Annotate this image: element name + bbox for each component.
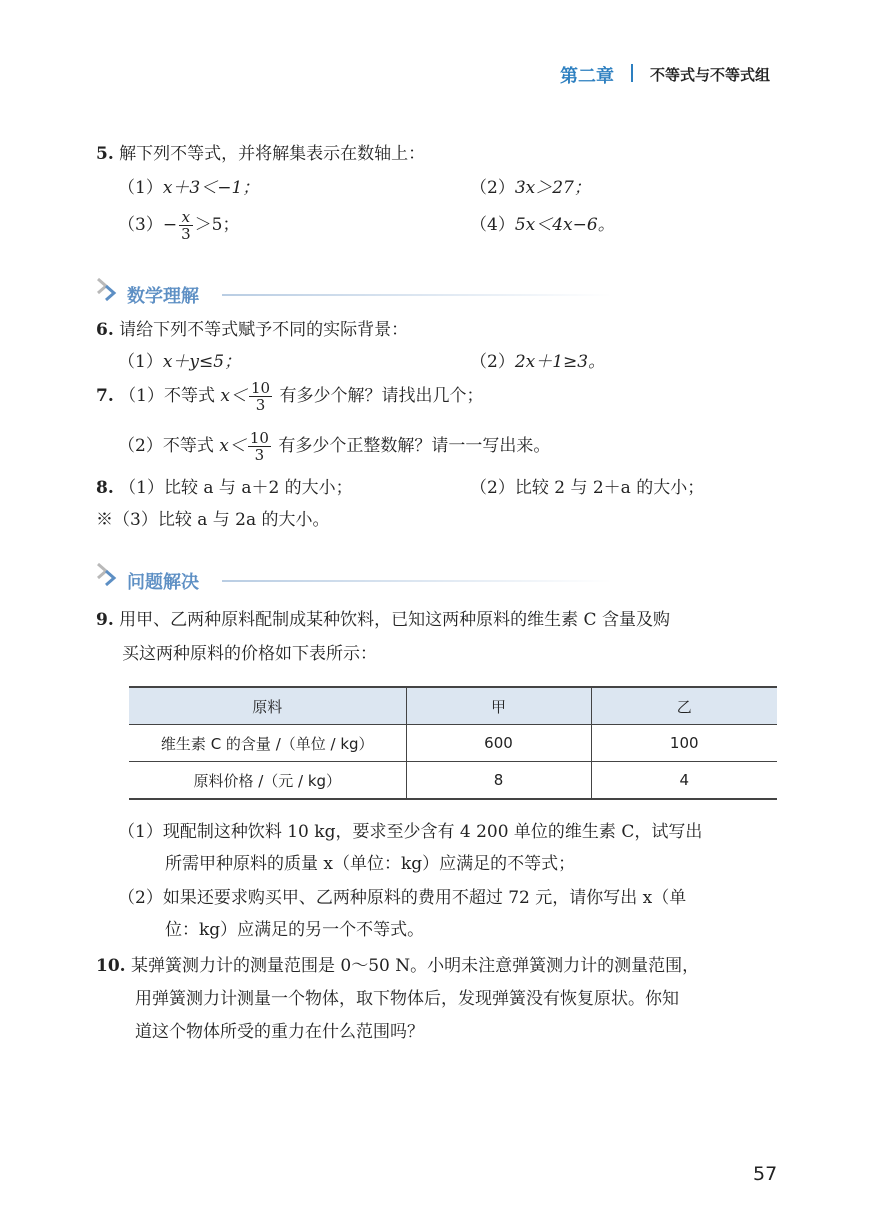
part-label: （1） xyxy=(118,352,163,372)
part-label: （2） xyxy=(470,178,515,198)
text: 比较 2 与 2＋a 的大小； xyxy=(514,478,705,498)
question-7-part-1 xyxy=(96,378,483,414)
table-header: 乙 xyxy=(591,687,777,725)
inequality: x＋3＜−1； xyxy=(162,178,260,198)
question-number: 9. xyxy=(96,610,114,630)
text: 不等式 xyxy=(163,386,215,406)
question-9-line-1 xyxy=(96,608,670,632)
question-10-line-1 xyxy=(96,954,699,978)
fraction-denominator: 3 xyxy=(254,446,265,464)
fraction-denominator: 3 xyxy=(255,396,266,414)
q9-part-1-line-1 xyxy=(118,820,702,844)
question-6 xyxy=(96,318,408,342)
inequality: 3x＞27； xyxy=(514,178,591,198)
text: 不等式 xyxy=(162,436,214,456)
table-header-row xyxy=(129,687,777,725)
question-10-line-3: 道这个物体所受的重力在什么范围吗？ xyxy=(135,1022,424,1042)
table-row xyxy=(129,725,777,762)
question-5 xyxy=(96,142,425,166)
part-label: （2） xyxy=(470,352,515,372)
fraction-numerator: 10 xyxy=(250,379,271,397)
part-label: ※（3） xyxy=(96,510,158,530)
text: 比较 a 与 2a 的大小。 xyxy=(157,510,330,530)
question-number: 5. xyxy=(96,144,114,164)
inequality: x＋y≤5； xyxy=(162,352,242,372)
fraction xyxy=(179,209,193,242)
inequality-rest: ＞5； xyxy=(194,215,240,235)
q9-part-2-line-1 xyxy=(118,886,686,910)
part-label: （4） xyxy=(470,215,515,235)
table-cell: 100 xyxy=(591,725,777,762)
minus-sign: − xyxy=(162,215,178,235)
table-cell: 原料价格 /（元 / kg） xyxy=(129,762,406,800)
q9-part-1-line-2: 所需甲种原料的质量 x（单位：kg）应满足的不等式； xyxy=(165,854,576,874)
question-text: 请给下列不等式赋予不同的实际背景： xyxy=(119,320,409,340)
text: 比较 a 与 a＋2 的大小； xyxy=(163,478,353,498)
q6-part-2 xyxy=(470,350,605,374)
table-cell: 4 xyxy=(591,762,777,800)
part-label: （1） xyxy=(118,822,163,842)
data-table xyxy=(129,686,777,800)
fraction-numerator: x xyxy=(181,208,191,226)
fraction xyxy=(248,430,271,463)
text: 有多少个正整数解？请一一写出来。 xyxy=(278,436,551,456)
question-8-part-3 xyxy=(96,508,330,532)
part-label: （2） xyxy=(118,436,163,456)
table-header: 甲 xyxy=(406,687,591,725)
table-header: 原料 xyxy=(129,687,406,725)
text: 现配制这种饮料 10 kg，要求至少含有 4 200 单位的维生素 C，试写出 xyxy=(162,822,703,842)
q5-part-1 xyxy=(118,176,259,200)
text: 如果还要求购买甲、乙两种原料的费用不超过 72 元，请你写出 x（单 xyxy=(162,888,687,908)
table-row xyxy=(129,762,777,800)
chevron-right-icon xyxy=(94,275,124,305)
question-number: 7. xyxy=(96,386,114,406)
inequality: 2x＋1≥3。 xyxy=(514,352,606,372)
chapter-label: 第二章 xyxy=(560,66,614,87)
section-title-problem-solving: 问题解决 xyxy=(127,572,199,593)
fraction xyxy=(249,380,272,413)
chevron-right-icon xyxy=(94,560,124,590)
question-text: 用甲、乙两种原料配制成某种饮料，已知这两种原料的维生素 C 含量及购 xyxy=(119,610,670,630)
page-number: 57 xyxy=(753,1163,778,1185)
section-divider xyxy=(222,580,612,582)
q5-part-4 xyxy=(470,213,615,237)
fraction-denominator: 3 xyxy=(181,225,191,243)
part-label: （2） xyxy=(118,888,163,908)
question-7-part-2 xyxy=(118,428,550,464)
section-title-understanding: 数学理解 xyxy=(127,286,199,307)
question-text: 解下列不等式，并将解集表示在数轴上： xyxy=(119,144,426,164)
part-label: （3） xyxy=(118,215,163,235)
question-9-line-2: 买这两种原料的价格如下表所示： xyxy=(122,644,377,664)
fraction-numerator: 10 xyxy=(249,429,269,447)
table-cell: 600 xyxy=(406,725,591,762)
question-10-line-2: 用弹簧测力计测量一个物体，取下物体后，发现弹簧没有恢复原状。你知 xyxy=(135,989,679,1009)
q5-part-3 xyxy=(118,208,239,242)
part-label: （1） xyxy=(118,178,163,198)
q9-part-2-line-2: 位：kg）应满足的另一个不等式。 xyxy=(165,920,425,940)
chapter-title: 不等式与不等式组 xyxy=(650,66,771,84)
header-divider xyxy=(631,64,633,82)
table-cell: 维生素 C 的含量 /（单位 / kg） xyxy=(129,725,406,762)
question-number: 10. xyxy=(96,956,126,976)
section-divider xyxy=(222,294,612,296)
part-label: （2） xyxy=(470,478,515,498)
question-number: 6. xyxy=(96,320,114,340)
part-label: （1） xyxy=(119,386,164,406)
q6-part-1 xyxy=(118,350,241,374)
q5-part-2 xyxy=(470,176,591,200)
question-number: 8. xyxy=(96,478,114,498)
variable: x＜ xyxy=(219,436,246,456)
text: 有多少个解？请找出几个； xyxy=(279,386,484,406)
question-8-part-1 xyxy=(96,476,353,500)
question-text: 某弹簧测力计的测量范围是 0～50 N。小明未注意弹簧测力计的测量范围， xyxy=(130,956,700,976)
part-label: （1） xyxy=(119,478,164,498)
table-cell: 8 xyxy=(406,762,591,800)
question-8-part-2 xyxy=(470,476,704,500)
variable: x＜ xyxy=(220,386,247,406)
inequality: 5x＜4x−6。 xyxy=(514,215,615,235)
